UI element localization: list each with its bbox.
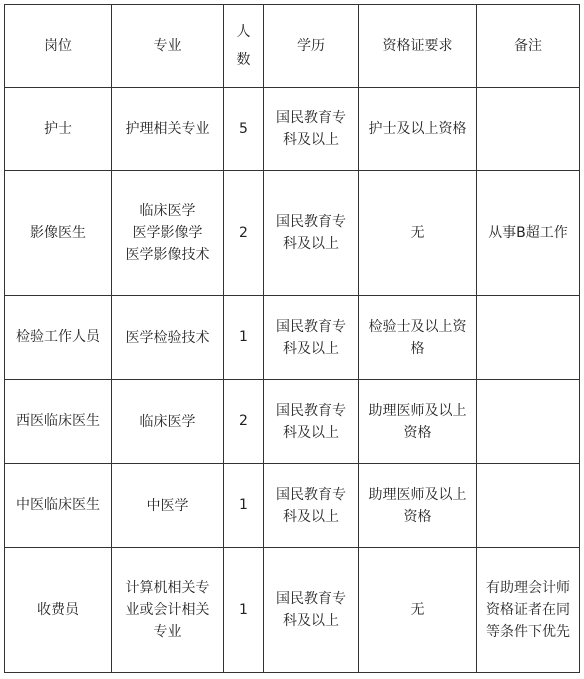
cell-education-line: 科及以上 (283, 424, 339, 441)
cell-major-line: 临床医学 (139, 203, 196, 219)
cell-certificate-line: 资格 (403, 508, 432, 525)
table-row (5, 464, 580, 548)
cell-education-line: 国民教育专 (276, 214, 346, 230)
cell-count: 1 (224, 548, 264, 673)
cell-count: 1 (224, 464, 264, 548)
cell-major (112, 88, 224, 171)
table-row (5, 296, 580, 380)
cell-major-line: 医学影像学 (132, 225, 203, 241)
cell-education-line: 科及以上 (283, 508, 339, 525)
header-education: 学历 (264, 5, 359, 88)
cell-certificate (359, 171, 477, 296)
cell-major (112, 296, 224, 380)
cell-major-line: 计算机相关专 (125, 580, 210, 596)
cell-position: 西医临床医生 (5, 380, 112, 464)
cell-certificate-line: 格 (410, 340, 425, 357)
cell-certificate-line: 检验士及以上资 (368, 318, 467, 335)
cell-education (264, 171, 359, 296)
cell-education (264, 380, 359, 464)
cell-education-line: 科及以上 (283, 613, 339, 629)
header-certificate: 资格证要求 (359, 5, 477, 88)
cell-certificate (359, 88, 477, 171)
cell-certificate-line: 无 (410, 225, 425, 241)
cell-count: 2 (224, 380, 264, 464)
cell-certificate (359, 296, 477, 380)
cell-remarks-line: 资格证者在同 (486, 602, 570, 618)
cell-remarks (477, 548, 580, 673)
cell-remarks (477, 88, 580, 171)
cell-certificate-line: 助理医师及以上 (368, 402, 467, 419)
cell-remarks (477, 380, 580, 464)
cell-remarks (477, 171, 580, 296)
cell-certificate (359, 464, 477, 548)
header-count-line1: 人 (236, 24, 251, 40)
cell-certificate (359, 380, 477, 464)
cell-education (264, 88, 359, 171)
table-row (5, 88, 580, 171)
cell-education-line: 科及以上 (283, 236, 339, 252)
table-row (5, 380, 580, 464)
cell-education-line: 国民教育专 (276, 486, 346, 503)
cell-position: 护士 (5, 88, 112, 171)
cell-remarks-line: 从事B超工作 (488, 225, 568, 241)
cell-remarks-line: 有助理会计师 (486, 580, 570, 596)
table-row (5, 171, 580, 296)
header-count-line2: 数 (236, 52, 251, 68)
header-count (224, 5, 264, 88)
cell-major-line: 中医学 (146, 497, 189, 514)
header-row (5, 5, 580, 88)
cell-count: 1 (224, 296, 264, 380)
cell-certificate-line: 资格 (403, 424, 432, 441)
cell-education-line: 科及以上 (283, 340, 339, 357)
cell-education-line: 国民教育专 (276, 402, 346, 419)
cell-education-line: 科及以上 (283, 132, 339, 148)
cell-position: 检验工作人员 (5, 296, 112, 380)
table-body (5, 88, 580, 673)
cell-certificate-line: 无 (410, 602, 425, 618)
cell-education (264, 548, 359, 673)
cell-remarks (477, 296, 580, 380)
cell-major (112, 548, 224, 673)
cell-certificate (359, 548, 477, 673)
cell-count: 5 (224, 88, 264, 171)
cell-major-line: 专业 (153, 624, 182, 640)
header-remarks: 备注 (477, 5, 580, 88)
header-position: 岗位 (5, 5, 112, 88)
cell-major-line: 医学检验技术 (125, 329, 210, 346)
cell-certificate-line: 护士及以上资格 (368, 121, 467, 137)
cell-remarks-line: 等条件下优先 (486, 624, 570, 640)
cell-education (264, 464, 359, 548)
recruitment-table (4, 4, 580, 673)
header-major: 专业 (112, 5, 224, 88)
cell-remarks (477, 464, 580, 548)
cell-major (112, 380, 224, 464)
cell-major-line: 护理相关专业 (125, 121, 210, 137)
cell-major (112, 171, 224, 296)
cell-position: 影像医生 (5, 171, 112, 296)
table-row (5, 548, 580, 673)
cell-major-line: 业或会计相关 (125, 602, 210, 618)
cell-major (112, 464, 224, 548)
cell-education-line: 国民教育专 (276, 591, 346, 607)
cell-education-line: 国民教育专 (276, 110, 346, 126)
cell-count: 2 (224, 171, 264, 296)
cell-education (264, 296, 359, 380)
cell-education-line: 国民教育专 (276, 318, 346, 335)
cell-certificate-line: 助理医师及以上 (368, 486, 467, 503)
cell-major-line: 临床医学 (139, 413, 196, 430)
cell-major-line: 医学影像技术 (125, 247, 210, 263)
cell-position: 中医临床医生 (5, 464, 112, 548)
cell-position: 收费员 (5, 548, 112, 673)
